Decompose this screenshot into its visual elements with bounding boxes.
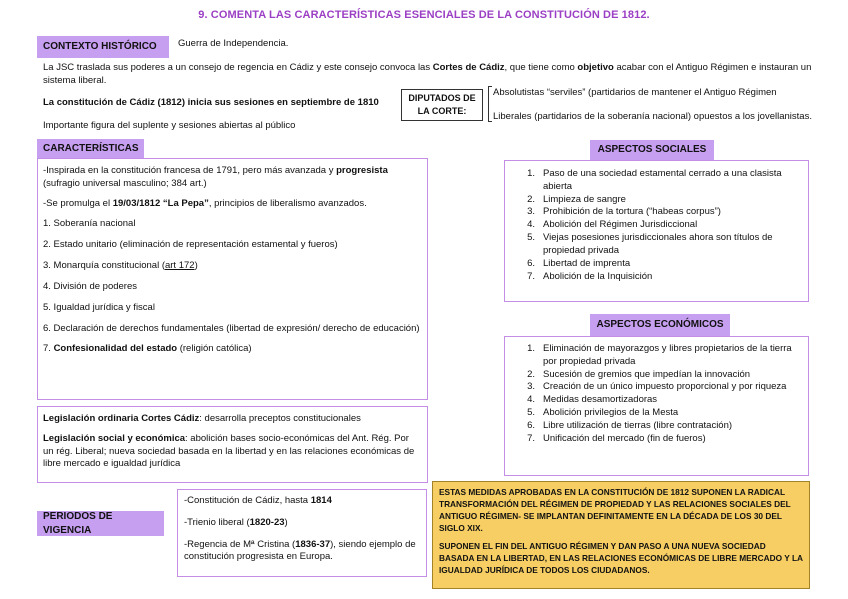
legislacion-social: Legislación social y económica: abolición bases socio-económicas del Ant. Rég. Por un rég. Liberal; nueva sociedad basada en la libertad y en las relaciones económicas de libre mercado e igualdad jurídica: [43, 432, 415, 470]
list-item-number: 7.: [527, 432, 535, 444]
list-item-number: 5.: [527, 232, 535, 244]
aspectos-sociales-label: ASPECTOS SOCIALES: [590, 140, 714, 160]
guerra-text: Guerra de Independencia.: [178, 38, 289, 49]
list-item-text: Abolición del Régimen Jurisdiccional: [543, 219, 698, 231]
contexto-historico-label: CONTEXTO HISTÓRICO: [37, 36, 169, 58]
caract-inspirada: -Inspirada en la constitución francesa de 1791, pero más avanzada y progresista (sufragio universal masculino; 384 art.): [43, 165, 388, 189]
legislacion-ordinaria: Legislación ordinaria Cortes Cádiz: desarrolla preceptos constitucionales: [43, 413, 361, 424]
aspectos-economicos-box: [504, 336, 809, 476]
list-item-number: 7.: [527, 270, 535, 282]
conclusion-p1: ESTAS MEDIDAS APROBADAS EN LA CONSTITUCIÓN DE 1812 SUPONEN LA RADICAL TRANSFORMACIÓN DEL RÉGIMEN DE PROPIEDAD Y LAS RELACIONES SOCIALES DEL ANTIGUO RÉGIMEN- SE IMPLANTAN DEFINITAMENTE EN LA DÉCADA DE LOS 30 DEL SIGLO XIX.: [439, 487, 791, 534]
diputados-box: DIPUTADOS DE LA CORTE:: [401, 89, 483, 121]
caracteristicas-label: CARACTERÍSTICAS: [37, 139, 144, 158]
periodos-label: PERIODOS DE VIGENCIA: [37, 511, 164, 536]
periodo-2: -Trienio liberal (1820-23): [184, 516, 288, 528]
list-item-text: Creación de un único impuesto proporcional y por riqueza: [543, 381, 787, 393]
periodo-1: -Constitución de Cádiz, hasta 1814: [184, 495, 332, 506]
caract-promulga: -Se promulga el 19/03/1812 “La Pepa”, principios de liberalismo avanzados.: [43, 197, 367, 209]
liberales-text: Liberales (partidarios de la soberanía nacional) opuestos a los jovellanistas.: [493, 111, 812, 122]
list-item-text: Unificación del mercado (fin de fueros): [543, 432, 706, 444]
brace-divider: [488, 86, 492, 122]
list-item-number: 1.: [527, 343, 535, 354]
conclusion-box: [432, 481, 810, 589]
jsc-paragraph: La JSC traslada sus poderes a un consejo de regencia en Cádiz y este consejo convoca las Cortes de Cádiz, que tiene como objetivo acabar con el Antiguo Régimen e instauran un sistema liberal.: [43, 62, 812, 86]
list-item: [517, 407, 802, 420]
page-title: 9. COMENTA LAS CARACTERÍSTICAS ESENCIALES DE LA CONSTITUCIÓN DE 1812.: [198, 9, 650, 21]
caract-item-4: 4. División de poderes: [43, 280, 137, 292]
aspectos-economicos-list: [517, 343, 802, 446]
list-item-text: Abolición privilegios de la Mesta: [543, 407, 679, 419]
inicio-sesiones: La constitución de Cádiz (1812) inicia sus sesiones en septiembre de 1810: [43, 97, 379, 108]
periodo-3: -Regencia de Mª Cristina (1836-37), siendo ejemplo de constitución progresista en Europa.: [184, 538, 416, 563]
absolutistas-text: Absolutistas “serviles” (partidarios de mantener el Antiguo Régimen: [493, 87, 777, 98]
list-item: [517, 194, 802, 207]
list-item-text: Abolición de la Inquisición: [543, 270, 653, 282]
list-item: [517, 433, 802, 446]
list-item-number: 2.: [527, 193, 535, 205]
list-item-text: Eliminación de mayorazgos y libres propietarios de la tierra por propiedad privada: [543, 343, 792, 367]
list-item-number: 5.: [527, 407, 535, 419]
caract-item-3: 3. Monarquía constitucional (art 172): [43, 260, 198, 272]
list-item: [517, 369, 802, 382]
list-item-number: 4.: [527, 394, 535, 406]
caract-item-6: 6. Declaración de derechos fundamentales (libertad de expresión/ derecho de educación): [43, 322, 420, 334]
list-item-number: 6.: [527, 257, 535, 269]
list-item-number: 4.: [527, 219, 535, 231]
list-item-text: Medidas desamortizadoras: [543, 394, 658, 406]
caract-item-7: 7. Confesionalidad del estado (religión católica): [43, 343, 252, 355]
list-item-number: 3.: [527, 206, 535, 218]
list-item: [517, 381, 802, 394]
list-item-text: Sucesión de gremios que impedían la innovación: [543, 368, 751, 380]
list-item-number: 3.: [527, 381, 535, 393]
legislacion-box: [37, 406, 428, 483]
list-item: [517, 219, 802, 232]
list-item: [517, 258, 802, 271]
list-item: [517, 420, 802, 433]
conclusion-p2: SUPONEN EL FIN DEL ANTIGUO RÉGIMEN Y DAN PASO A UNA NUEVA SOCIEDAD BASADA EN LA LIBERTAD, EN LAS RELACIONES ECONÓMICAS DE LIBRE MERCADO Y LA IGUALDAD JURÍDICA DE TODOS LOS CIUDADANOS.: [439, 541, 803, 576]
aspectos-economicos-label: ASPECTOS ECONÓMICOS: [590, 314, 730, 336]
list-item-number: 6.: [527, 419, 535, 431]
list-item-text: Limpieza de sangre: [543, 193, 626, 205]
caract-item-1: 1. Soberanía nacional: [43, 218, 136, 230]
caracteristicas-box: [37, 158, 428, 400]
periodos-box: [177, 489, 427, 577]
list-item-text: Libertad de imprenta: [543, 257, 631, 269]
list-item: [517, 394, 802, 407]
aspectos-sociales-list: [517, 168, 802, 283]
figura-suplente: Importante figura del suplente y sesiones abiertas al público: [43, 120, 296, 131]
caract-item-2: 2. Estado unitario (eliminación de representación estamental y fueros): [43, 239, 338, 251]
list-item-text: Paso de una sociedad estamental cerrado a una clasista abierta: [543, 168, 782, 192]
list-item: [517, 232, 802, 258]
list-item: [517, 168, 802, 194]
list-item-number: 1.: [527, 168, 535, 179]
caract-item-5: 5. Igualdad jurídica y fiscal: [43, 301, 155, 313]
list-item-text: Viejas posesiones jurisdiccionales ahora son títulos de propiedad privada: [543, 232, 773, 256]
aspectos-sociales-box: [504, 160, 809, 302]
list-item: [517, 271, 802, 284]
list-item: [517, 343, 802, 369]
list-item-number: 2.: [527, 368, 535, 380]
list-item-text: Libre utilización de tierras (libre contratación): [543, 419, 733, 431]
list-item: [517, 206, 802, 219]
list-item-text: Prohibición de la tortura (“habeas corpus”): [543, 206, 721, 218]
